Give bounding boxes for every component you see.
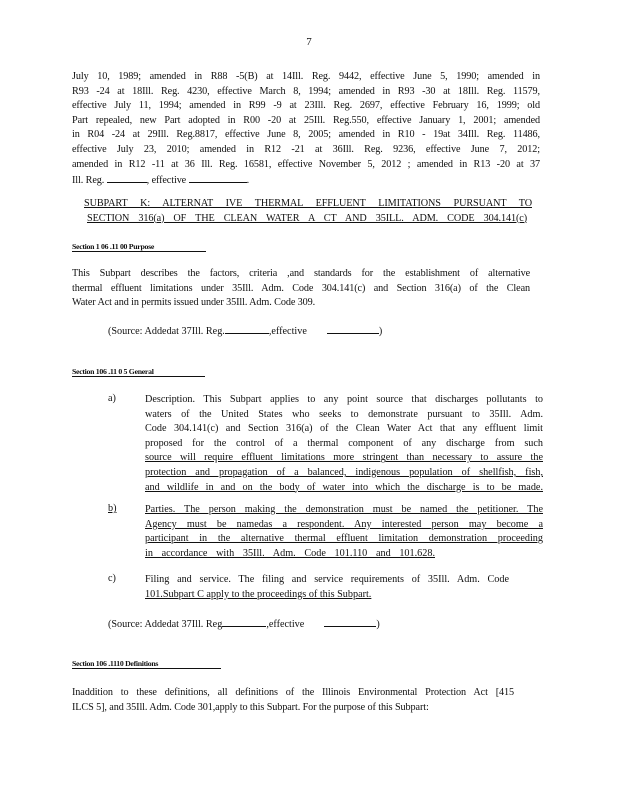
source-reg-blank xyxy=(225,323,269,334)
history-line: July 10, 1989; amended in R88 -5(B) at 14Ill. Reg. 9442, effective June 5, 1990; amended in xyxy=(72,71,540,82)
item-c-line: Filing and service. The filing and service requirements of 35Ill. Adm. Code xyxy=(145,574,509,585)
history-last-end: . xyxy=(246,175,250,187)
item-b-line: Agency must be namedas a respondent. Any interested person may become a xyxy=(145,518,543,530)
section-general-heading: Section 106 .11 0 5 General xyxy=(72,367,205,377)
subpart-title-line: SECTION 316(a) OF THE CLEAN WATER A CT AND 35ILL. ADM. CODE 304.141(c) xyxy=(87,212,527,224)
history-line: effective July 11, 1994; amended in R99 -9 at 23Ill. Reg. 2697, effective February 16, 1999; old xyxy=(72,100,540,112)
item-b-line: Parties. The person making the demonstration must be named the petitioner. The xyxy=(145,504,543,515)
source-date-blank xyxy=(327,323,379,334)
item-a-line: waters of the United States who seeks to demonstrate pursuant to 35Ill. Adm. xyxy=(145,408,543,420)
history-line: amended in R12 -11 at 36 Ill. Reg. 16581, effective November 5, 2012 ; amended in R13 -20 at 37 xyxy=(72,158,540,170)
item-c-label: c) xyxy=(108,573,116,584)
definitions-line: Inaddition to these definitions, all definitions of the Illinois Environmental Protection Act [415 xyxy=(72,687,514,698)
item-b-line: in accordance with 35Ill. Adm. Code 101.110 and 101.628. xyxy=(145,547,435,559)
source-reg-blank xyxy=(222,616,266,627)
item-b-label: b) xyxy=(108,503,117,514)
item-a-line: and wildlife in and on the body of water into which the discharge is to be made. xyxy=(145,481,543,493)
history-paragraph xyxy=(72,70,540,189)
item-a-body xyxy=(145,393,543,495)
item-a-line: source will require effluent limitations more stringent than necessary to assure the xyxy=(145,452,543,464)
definitions-paragraph xyxy=(72,686,514,715)
history-last-mid: , effective xyxy=(146,175,187,187)
purpose-line: This Subpart describes the factors, criteria ,and standards for the establishment of alternative xyxy=(72,268,530,279)
item-a-line: proposed for the control of a thermal component of any discharge from such xyxy=(145,437,543,449)
history-date-blank xyxy=(189,172,247,183)
history-line: effective July 23, 2010; amended in R12 -21 at 36Ill. Reg. 9236, effective June 7, 2012; xyxy=(72,143,540,155)
source-note-2: (Source: Addedat 37Ill. Reg ,effective ) xyxy=(108,616,380,630)
source-note-1: (Source: Addedat 37Ill. Reg. ,effective ) xyxy=(108,323,382,337)
item-a-line: Code 304.141(c) and Section 316(a) of the Clean Water Act that any effluent limit xyxy=(145,423,543,435)
item-b-body xyxy=(145,503,543,561)
definitions-line: ILCS 5], and 35Ill. Adm. Code 301,apply to this Subpart. For the purpose of this Subpart: xyxy=(72,701,429,713)
item-b-line: participant in the alternative thermal effluent limitation demonstration proceeding xyxy=(145,533,543,545)
purpose-line: Water Act and in permits issued under 35Ill. Adm. Code 309. xyxy=(72,297,316,309)
section-definitions-heading: Section 106 .1110 Definitions xyxy=(72,659,221,669)
history-last-prefix: Ill. Reg. xyxy=(72,175,105,187)
source-date-blank xyxy=(324,616,376,627)
history-line: R93 -24 at 18Ill. Reg. 4230, effective March 8, 1994; amended in R93 -30 at 18Ill. Reg. 11579, xyxy=(72,85,540,97)
subpart-heading xyxy=(84,197,532,226)
history-line: in R04 -24 at 29Ill. Reg.8817, effective June 8, 2005; amended in R10 - 19at 34Ill. Reg. 11486, xyxy=(72,129,540,141)
history-line: Part repealed, new Part adopted in R00 -20 at 25Ill. Reg.550, effective January 1, 2001; amended xyxy=(72,114,540,126)
history-reg-blank xyxy=(107,172,147,183)
subpart-title-line: SUBPART K: ALTERNAT IVE THERMAL EFFLUENT LIMITATIONS PURSUANT TO xyxy=(84,198,532,209)
section-purpose-heading: Section 1 06 .11 00 Purpose xyxy=(72,242,206,252)
item-c-body xyxy=(145,573,509,602)
purpose-paragraph xyxy=(72,267,530,311)
item-a-line: Description. This Subpart applies to any point source that discharges pollutants to xyxy=(145,394,543,405)
item-c-line: 101.Subpart C apply to the proceedings of this Subpart. xyxy=(145,588,372,600)
purpose-line: thermal effluent limitations under 35Ill. Adm. Code 304.141(c) and Section 316(a) of the Clean xyxy=(72,282,530,294)
history-last-line xyxy=(72,172,540,189)
item-a-line: protection and propagation of a balanced, indigenous population of shellfish, fish, xyxy=(145,466,543,478)
page-number: 7 xyxy=(306,36,312,48)
item-a-label: a) xyxy=(108,393,116,404)
